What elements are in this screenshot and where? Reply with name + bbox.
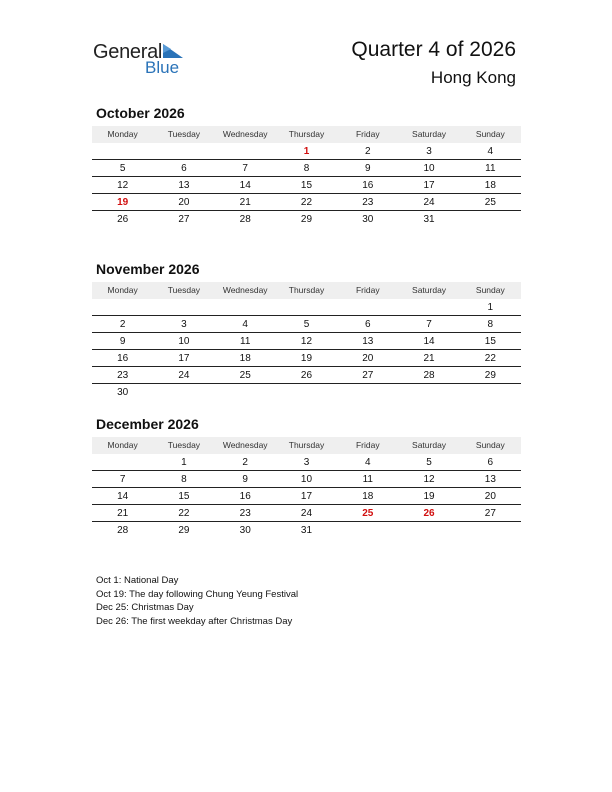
weekday-header	[92, 126, 521, 143]
day-cell	[337, 384, 398, 401]
week-row	[92, 471, 521, 488]
holiday-note: Oct 19: The day following Chung Yeung Festival	[96, 588, 299, 600]
day-cell: 7	[426, 319, 432, 330]
day-cell	[337, 522, 398, 539]
day-cell: 1	[487, 302, 494, 313]
day-cell: 25	[239, 370, 251, 381]
day-cell: 4	[364, 457, 371, 468]
day-cell: 27	[362, 370, 374, 381]
day-cell: 2	[242, 457, 248, 468]
day-cell: 27	[178, 214, 190, 225]
day-cell: 28	[423, 370, 435, 381]
day-cell: 12	[300, 336, 313, 347]
day-cell: 16	[117, 353, 129, 364]
day-cell: 20	[178, 197, 190, 208]
day-cell: 30	[362, 214, 374, 225]
weekday-label: Tuesday	[167, 440, 201, 450]
month-title: December 2026	[96, 416, 199, 432]
day-cell: 18	[239, 353, 251, 364]
weekday-label: Monday	[107, 129, 138, 139]
logo-text-general: General	[93, 41, 163, 63]
week-row	[92, 384, 521, 401]
week-row	[92, 299, 521, 316]
day-cell: 29	[178, 525, 190, 536]
day-cell: 23	[362, 197, 374, 208]
day-cell: 3	[181, 319, 187, 330]
day-cell: 29	[484, 370, 496, 381]
month-calendar	[92, 103, 521, 228]
day-cell: 14	[239, 180, 251, 191]
day-cell: 14	[423, 336, 435, 347]
day-cell: 9	[119, 336, 126, 347]
day-cell: 23	[239, 508, 251, 519]
day-cell: 7	[242, 163, 248, 174]
weekday-label: Thursday	[288, 285, 325, 295]
day-cell: 8	[303, 163, 310, 174]
holiday-day-cell: 25	[362, 508, 374, 519]
day-cell: 13	[484, 474, 496, 485]
day-cell: 1	[181, 457, 187, 468]
month-calendar	[92, 414, 521, 539]
weekday-header	[92, 282, 521, 299]
week-row	[92, 194, 521, 211]
day-cell: 21	[239, 197, 251, 208]
weekday-label: Friday	[355, 440, 380, 450]
day-cell: 11	[362, 474, 373, 485]
day-cell	[460, 211, 521, 228]
day-cell	[398, 522, 459, 539]
day-cell: 17	[300, 491, 313, 502]
quarter-title: Quarter 4 of 2026	[351, 38, 516, 61]
day-cell: 28	[117, 525, 129, 536]
day-cell: 6	[181, 163, 187, 174]
week-row	[92, 143, 521, 160]
week-row	[92, 333, 521, 350]
day-cell: 8	[487, 319, 494, 330]
day-cell: 27	[484, 508, 496, 519]
holiday-day-cell: 26	[423, 508, 435, 519]
day-cell: 21	[423, 353, 435, 364]
day-cell: 18	[484, 180, 496, 191]
week-row	[92, 160, 521, 177]
day-cell: 26	[117, 214, 129, 225]
week-row	[92, 488, 521, 505]
day-cell: 9	[364, 163, 371, 174]
day-cell: 21	[117, 508, 129, 519]
day-cell: 17	[423, 180, 435, 191]
day-cell: 15	[300, 180, 313, 191]
day-cell: 10	[178, 336, 190, 347]
weekday-label: Thursday	[288, 440, 325, 450]
weekday-label: Saturday	[412, 285, 447, 295]
day-cell	[460, 384, 521, 401]
day-cell: 26	[300, 370, 313, 381]
week-row	[92, 211, 521, 228]
week-row	[92, 177, 521, 194]
weekday-label: Sunday	[475, 440, 505, 450]
day-cell: 22	[178, 508, 190, 519]
day-cell	[92, 299, 153, 315]
week-row	[92, 350, 521, 367]
day-cell	[215, 384, 276, 401]
weekday-header	[92, 437, 521, 454]
month-calendar	[92, 259, 521, 401]
day-cell	[215, 143, 276, 159]
day-cell: 11	[485, 163, 496, 174]
weekday-label: Sunday	[475, 129, 505, 139]
weekday-label: Monday	[107, 440, 138, 450]
week-row	[92, 454, 521, 471]
day-cell: 7	[119, 474, 126, 485]
weekday-label: Tuesday	[167, 129, 201, 139]
weekday-label: Saturday	[412, 440, 447, 450]
weekday-label: Sunday	[475, 285, 505, 295]
day-cell: 15	[178, 491, 190, 502]
day-cell: 30	[239, 525, 251, 536]
day-cell	[153, 299, 214, 315]
day-cell	[153, 384, 214, 401]
week-row	[92, 505, 521, 522]
weekday-label: Monday	[107, 285, 138, 295]
day-cell: 31	[423, 214, 435, 225]
day-cell: 6	[487, 457, 494, 468]
day-cell: 24	[423, 197, 435, 208]
weekday-label: Wednesday	[222, 285, 268, 295]
day-cell: 20	[362, 353, 374, 364]
logo	[93, 41, 193, 81]
day-cell: 2	[364, 146, 371, 157]
holiday-note: Dec 26: The first weekday after Christmas Day	[96, 615, 293, 627]
holiday-notes	[96, 574, 298, 628]
week-row	[92, 367, 521, 384]
logo-flag-icon	[163, 44, 183, 60]
day-cell: 10	[423, 163, 435, 174]
month-title: November 2026	[96, 261, 200, 277]
weekday-label: Wednesday	[222, 129, 268, 139]
day-cell: 2	[119, 319, 126, 330]
day-cell: 22	[300, 197, 313, 208]
day-cell: 12	[117, 180, 129, 191]
day-cell	[92, 143, 153, 159]
week-row	[92, 522, 521, 539]
day-cell: 8	[181, 474, 187, 485]
day-cell: 5	[426, 457, 432, 468]
day-cell: 4	[487, 146, 494, 157]
region-name: Hong Kong	[430, 68, 516, 87]
day-cell	[215, 299, 276, 315]
day-cell	[153, 143, 214, 159]
day-cell: 23	[117, 370, 129, 381]
day-cell: 12	[423, 474, 435, 485]
day-cell: 16	[362, 180, 374, 191]
day-cell	[92, 454, 153, 470]
day-cell: 9	[242, 474, 248, 485]
holiday-note: Dec 25: Christmas Day	[96, 602, 194, 613]
day-cell: 19	[300, 353, 313, 364]
day-cell: 13	[362, 336, 374, 347]
holiday-note: Oct 1: National Day	[96, 575, 179, 586]
day-cell: 29	[300, 214, 313, 225]
day-cell: 24	[178, 370, 190, 381]
day-cell: 5	[119, 163, 126, 174]
day-cell: 31	[300, 525, 313, 536]
day-cell	[398, 384, 459, 401]
weekday-label: Thursday	[288, 129, 325, 139]
day-cell: 13	[178, 180, 190, 191]
day-cell: 14	[117, 491, 129, 502]
day-cell	[460, 522, 521, 539]
day-cell	[276, 299, 337, 315]
day-cell: 20	[484, 491, 496, 502]
day-cell: 10	[300, 474, 313, 485]
holiday-day-cell: 19	[117, 197, 129, 208]
day-cell: 5	[303, 319, 310, 330]
weekday-label: Friday	[355, 285, 380, 295]
day-cell: 25	[484, 197, 496, 208]
day-cell: 4	[242, 319, 248, 330]
day-cell: 19	[423, 491, 435, 502]
day-cell: 28	[239, 214, 251, 225]
day-cell: 30	[117, 387, 129, 398]
holiday-day-cell: 1	[303, 146, 310, 157]
weekday-label: Tuesday	[167, 285, 201, 295]
weekday-label: Wednesday	[222, 440, 268, 450]
day-cell: 15	[484, 336, 496, 347]
day-cell: 11	[240, 336, 251, 347]
day-cell: 18	[362, 491, 374, 502]
day-cell	[398, 299, 459, 315]
weekday-label: Friday	[355, 129, 380, 139]
logo-text-blue: Blue	[145, 58, 180, 77]
day-cell	[337, 299, 398, 315]
day-cell: 16	[239, 491, 251, 502]
day-cell: 24	[300, 508, 313, 519]
week-row	[92, 316, 521, 333]
day-cell: 3	[426, 146, 432, 157]
day-cell	[276, 384, 337, 401]
day-cell: 17	[178, 353, 190, 364]
month-title: October 2026	[96, 105, 185, 121]
day-cell: 6	[364, 319, 371, 330]
weekday-label: Saturday	[412, 129, 447, 139]
day-cell: 22	[484, 353, 496, 364]
day-cell: 3	[303, 457, 310, 468]
